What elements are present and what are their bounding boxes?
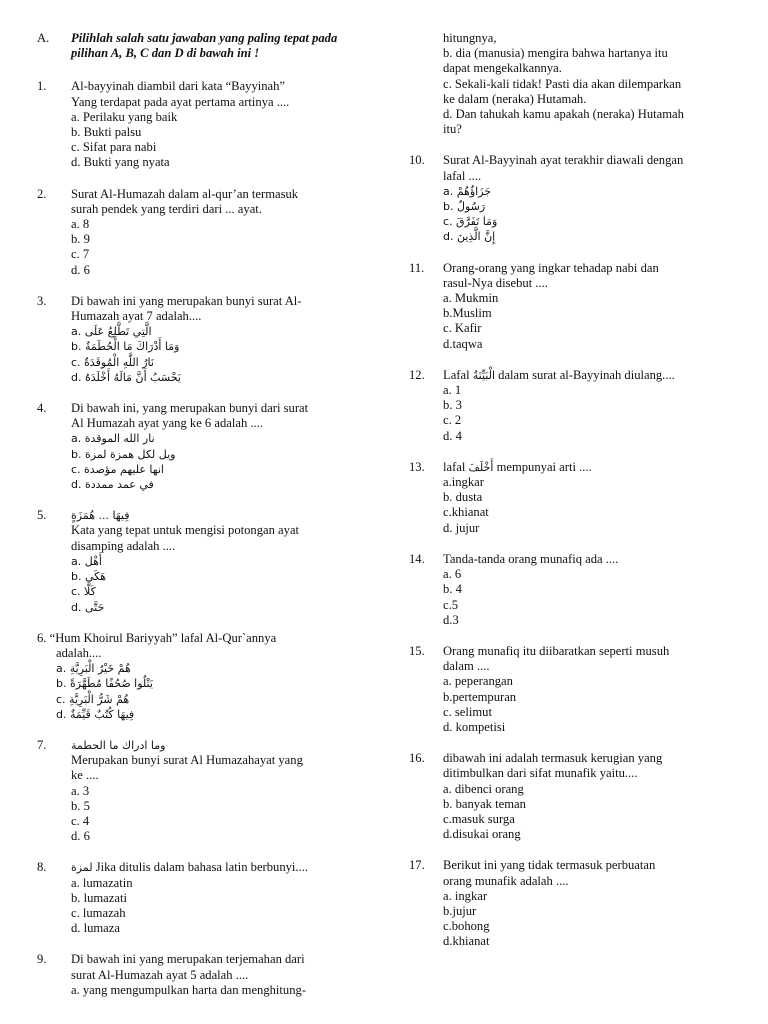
question-stem: Orang-orang yang ingkar tehadap nabi dan rasul-Nya disebut .... — [443, 260, 659, 290]
question-6: 6. “Hum Khoirul Bariyyah” lafal Al-Qur`annya adalah.... a. هُمْ خَيْرُ الْبَرِيَّةِ b. يَتْلُوا صُحُفًا مُطَهَّرَةً c. هُمْ شَرُّ الْبَرِيَّةِ d. فِيهَا كُتُبٌ قَيِّمَةٌ — [37, 631, 367, 722]
question-number: 14. — [409, 551, 425, 566]
question-stem: Merupakan bunyi surat Al Humazahayat yang ke .... — [71, 753, 303, 783]
option-a: a. lumazatin — [71, 875, 133, 890]
question-9 — [37, 952, 367, 998]
option-a: a. نار الله الموقدة — [71, 432, 155, 446]
question-number: 6. — [37, 630, 47, 645]
option-c: c. 4 — [71, 813, 90, 828]
question-4 — [37, 401, 367, 492]
question-stem: Tanda-tanda orang munafiq ada .... — [443, 551, 619, 566]
question-3 — [37, 294, 367, 385]
question-stem: Di bawah ini, yang merupakan bunyi dari surat Al Humazah ayat yang ke 6 adalah .... — [71, 401, 309, 431]
question-10 — [409, 153, 759, 244]
option-d: d. 6 — [71, 262, 90, 277]
option-d: d. فِيهَا كُتُبٌ قَيِّمَةٌ — [56, 707, 135, 721]
option-c: c. Kafir — [443, 321, 482, 336]
arabic-word: أَخْلَفَ — [468, 460, 494, 474]
option-b: b. وَمَا أَدْرَاكَ مَا الْحُطَمَةُ — [71, 340, 180, 354]
question-stem: Al-bayyinah diambil dari kata “Bayyinah” Yang terdapat pada ayat pertama artinya .... — [71, 79, 290, 109]
option-c: c. lumazah — [71, 905, 126, 920]
question-17 — [409, 858, 759, 949]
question-11 — [409, 261, 759, 352]
option-d: d. في عمد ممددة — [71, 478, 154, 492]
question-15 — [409, 644, 759, 735]
option-b: b. Bukti palsu — [71, 125, 142, 140]
question-stem: Di bawah ini yang merupakan terjemahan dari surat Al-Humazah ayat 5 adalah .... — [71, 952, 305, 982]
question-stem: Surat Al-Humazah dalam al-qur’an termasuk surah pendek yang terdiri dari ... ayat. — [71, 186, 299, 216]
option-a: a. 3 — [71, 783, 90, 798]
section-label: A. — [37, 31, 50, 45]
option-b: b. رَسُولٌ — [443, 200, 486, 214]
option-d: d.disukai orang — [443, 827, 521, 842]
left-column — [37, 31, 367, 998]
question-stem: Surat Al-Bayyinah ayat terakhir diawali dengan lafal .... — [443, 153, 684, 183]
question-number: 4. — [37, 401, 47, 416]
arabic-word: لمزة — [71, 861, 93, 875]
question-number: 7. — [37, 737, 47, 752]
option-b: b. dusta — [443, 490, 483, 505]
section-instruction: Pilihlah salah satu jawaban yang paling tepat pada pilihan A, B, C dan D di bawah ini ! — [71, 31, 338, 61]
option-c: c. 7 — [71, 247, 90, 262]
option-d: d.khianat — [443, 934, 490, 949]
question-number: 2. — [37, 186, 47, 201]
option-a: a. جَزَاؤُهُمْ — [443, 184, 492, 198]
question-number: 15. — [409, 643, 425, 658]
option-b: b. lumazati — [71, 890, 127, 905]
question-1 — [37, 79, 367, 170]
option-a: a. 1 — [443, 383, 462, 398]
option-b: b. 9 — [71, 232, 90, 247]
question-13 — [409, 460, 759, 536]
question-number: 10. — [409, 153, 425, 168]
option-c: c. selimut — [443, 704, 492, 719]
option-a: a. dibenci orang — [443, 781, 524, 796]
right-column — [409, 31, 759, 966]
option-a: a. 8 — [71, 217, 90, 232]
question-8 — [37, 860, 367, 936]
option-c: c. Sekali-kali tidak! Pasti dia akan dilemparkan — [443, 76, 682, 91]
option-a: a. yang mengumpulkan harta dan menghitung- — [71, 982, 307, 997]
option-a: a. 6 — [443, 567, 462, 582]
option-a: a. هُمْ خَيْرُ الْبَرِيَّةِ — [56, 662, 131, 676]
option-a: a. الَّتِي تَطَّلِعُ عَلَى — [71, 325, 152, 339]
option-b: b. 3 — [443, 398, 462, 413]
option-d: d. kompetisi — [443, 719, 506, 734]
question-number: 8. — [37, 860, 47, 875]
option-d: d. إِنَّ الَّذِينَ — [443, 230, 496, 244]
question-stem: Di bawah ini yang merupakan bunyi surat Al- Humazah ayat 7 adalah.... — [71, 293, 302, 324]
option-c: c. نَارُ اللَّهِ الْمُوقَدَةُ — [71, 355, 154, 369]
option-d: d. lumaza — [71, 921, 120, 936]
question-number: 1. — [37, 79, 47, 94]
option-c: c. وَمَا تَفَرَّقَ — [443, 215, 498, 229]
option-d: d. Bukti yang nyata — [71, 155, 170, 170]
option-c: c. هُمْ شَرُّ الْبَرِيَّةِ — [56, 692, 130, 706]
option-d: d. 4 — [443, 428, 462, 443]
question-number: 3. — [37, 293, 47, 308]
question-16 — [409, 751, 759, 842]
option-b: b. 4 — [443, 582, 462, 597]
question-2 — [37, 187, 367, 278]
option-c: c.khianat — [443, 505, 489, 520]
option-d: d. jujur — [443, 520, 480, 535]
option-c: c.bohong — [443, 919, 490, 934]
question-number: 13. — [409, 459, 425, 474]
option-b: b. ويل لكل همزة لمزة — [71, 447, 176, 461]
option-c: c. كَلَّا — [71, 585, 96, 599]
option-a: a.ingkar — [443, 475, 484, 490]
option-b: b.jujur — [443, 903, 477, 918]
question-number: 16. — [409, 751, 425, 766]
question-number: 9. — [37, 952, 47, 967]
option-b: b. dia (manusia) mengira bahwa hartanya itu — [443, 46, 668, 61]
option-b: b.pertempuran — [443, 689, 517, 704]
question-stem: lafal أَخْلَفَ mempunyai arti .... — [443, 459, 592, 474]
option-d: d. Dan tahukah kamu apakah (neraka) Hutamah — [443, 107, 684, 122]
question-stem: Orang munafiq itu diibaratkan seperti musuh dalam .... — [443, 643, 670, 674]
question-14 — [409, 552, 759, 628]
option-a: a. Perilaku yang baik — [71, 109, 178, 124]
arabic-verse: فِيهَا ... هُمَزَةٍ — [71, 509, 130, 523]
option-d: d.taqwa — [443, 336, 483, 351]
option-c: c. انها عليهم مؤصدة — [71, 462, 164, 476]
question-stem: Lafal الْبَيِّنَةُ dalam surat al-Bayyinah diulang.... — [443, 367, 675, 382]
question-9-continued: hitungnya, b. dia (manusia) mengira bahwa hartanya itu dapat mengekalkannya. c. Sekali-kali tidak! Pasti dia akan dilemparkan ke dalam (neraka) Hutamah. d. Dan tahukah kamu apakah (neraka) Hutamah itu? — [409, 31, 759, 137]
question-number: 17. — [409, 858, 425, 873]
question-number: 12. — [409, 367, 425, 382]
question-stem: dibawah ini adalah termasuk kerugian yang ditimbulkan dari sifat munafik yaitu.... — [443, 751, 663, 781]
option-b: b. هَكَى — [71, 570, 107, 584]
option-c: c.5 — [443, 597, 459, 612]
option-a: a. أَهْل — [71, 554, 102, 568]
question-number: 11. — [409, 260, 425, 275]
option-a: a. ingkar — [443, 888, 488, 903]
question-stem: 6. “Hum Khoirul Bariyyah” lafal Al-Qur`annya — [37, 630, 277, 645]
option-d: d. حَتَّى — [71, 600, 105, 614]
option-a: a. peperangan — [443, 674, 513, 689]
question-7 — [37, 738, 367, 844]
option-d: d. يَحْسَبُ أَنَّ مَالَهُ أَخْلَدَهُ — [71, 370, 181, 384]
question-stem: Kata yang tepat untuk mengisi potongan ayat disamping adalah .... — [71, 523, 300, 553]
option-c: c.masuk surga — [443, 811, 515, 826]
arabic-verse: وما ادراك ما الحطمة — [71, 738, 166, 752]
option-c: c. Sifat para nabi — [71, 140, 157, 155]
question-stem: لمزة Jika ditulis dalam bahasa latin berbunyi.... — [71, 860, 309, 875]
option-d: d.3 — [443, 612, 459, 627]
option-b: b. يَتْلُوا صُحُفًا مُطَهَّرَةً — [56, 677, 153, 691]
option-b: b. 5 — [71, 798, 90, 813]
option-c: c. 2 — [443, 413, 462, 428]
option-d: d. 6 — [71, 829, 90, 844]
section-header — [37, 31, 367, 61]
question-12 — [409, 368, 759, 444]
option-b: b. banyak teman — [443, 796, 526, 811]
question-stem: Berikut ini yang tidak termasuk perbuatan orang munafik adalah .... — [443, 858, 656, 888]
option-b: b.Muslim — [443, 306, 492, 321]
question-number: 5. — [37, 508, 47, 523]
question-5 — [37, 508, 367, 614]
option-a: a. Mukmin — [443, 291, 499, 306]
arabic-word: الْبَيِّنَةُ — [472, 368, 495, 382]
